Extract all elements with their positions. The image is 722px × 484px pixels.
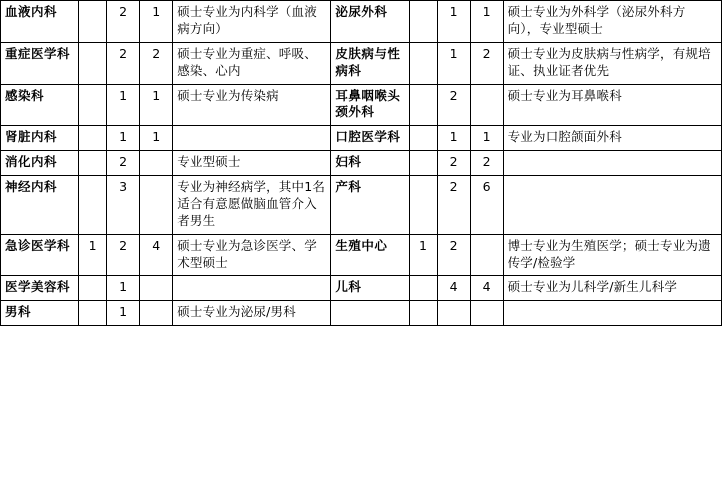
- right-requirement: [503, 176, 721, 235]
- right-count-2: 1: [437, 1, 470, 43]
- left-department: 医学美容科: [1, 276, 79, 301]
- left-count-1: [79, 151, 107, 176]
- left-department: 肾脏内科: [1, 126, 79, 151]
- left-count-1: [79, 1, 107, 43]
- table-row: [1, 234, 722, 276]
- right-count-3: 2: [470, 42, 503, 84]
- left-count-2: 1: [107, 276, 140, 301]
- left-count-3: [140, 301, 173, 326]
- left-requirement: 硕士专业为传染病: [173, 84, 331, 126]
- right-count-3: 1: [470, 126, 503, 151]
- left-count-2: 2: [107, 1, 140, 43]
- table-row: [1, 84, 722, 126]
- right-requirement: 博士专业为生殖医学；硕士专业为遗传学/检验学: [503, 234, 721, 276]
- left-requirement: 硕士专业为内科学（血液病方向）: [173, 1, 331, 43]
- left-count-1: [79, 276, 107, 301]
- left-department: 男科: [1, 301, 79, 326]
- right-count-3: 1: [470, 1, 503, 43]
- left-requirement: 专业为神经病学，其中1名适合有意愿做脑血管介入者男生: [173, 176, 331, 235]
- table-body: [1, 1, 722, 326]
- right-requirement: [503, 301, 721, 326]
- right-requirement: 硕士专业为耳鼻喉科: [503, 84, 721, 126]
- right-department: 产科: [331, 176, 409, 235]
- left-count-1: [79, 126, 107, 151]
- table-row: [1, 126, 722, 151]
- table-row: [1, 1, 722, 43]
- left-department: 神经内科: [1, 176, 79, 235]
- left-count-3: [140, 176, 173, 235]
- left-count-1: [79, 176, 107, 235]
- right-department: 口腔医学科: [331, 126, 409, 151]
- left-count-2: 1: [107, 126, 140, 151]
- table-row: [1, 301, 722, 326]
- right-count-2: 2: [437, 84, 470, 126]
- right-count-1: [409, 301, 437, 326]
- right-department: 生殖中心: [331, 234, 409, 276]
- right-requirement: 硕士专业为儿科学/新生儿科学: [503, 276, 721, 301]
- right-count-1: 1: [409, 234, 437, 276]
- right-count-1: [409, 151, 437, 176]
- right-department: 皮肤病与性病科: [331, 42, 409, 84]
- right-requirement: 专业为口腔颌面外科: [503, 126, 721, 151]
- left-count-1: [79, 42, 107, 84]
- right-department: 泌尿外科: [331, 1, 409, 43]
- right-department: 儿科: [331, 276, 409, 301]
- left-requirement: 硕士专业为急诊医学、学术型硕士: [173, 234, 331, 276]
- left-requirement: 硕士专业为泌尿/男科: [173, 301, 331, 326]
- left-department: 急诊医学科: [1, 234, 79, 276]
- left-requirement: 专业型硕士: [173, 151, 331, 176]
- right-count-3: 4: [470, 276, 503, 301]
- table-row: [1, 151, 722, 176]
- left-count-1: 1: [79, 234, 107, 276]
- right-count-1: [409, 42, 437, 84]
- right-count-1: [409, 1, 437, 43]
- right-count-1: [409, 84, 437, 126]
- left-count-3: [140, 151, 173, 176]
- right-count-3: 2: [470, 151, 503, 176]
- left-count-2: 3: [107, 176, 140, 235]
- right-count-2: 1: [437, 126, 470, 151]
- table-row: [1, 176, 722, 235]
- left-count-2: 1: [107, 301, 140, 326]
- right-count-1: [409, 276, 437, 301]
- right-requirement: 硕士专业为皮肤病与性病学，有规培证、执业证者优先: [503, 42, 721, 84]
- left-count-3: 1: [140, 84, 173, 126]
- left-count-1: [79, 301, 107, 326]
- left-requirement: 硕士专业为重症、呼吸、感染、心内: [173, 42, 331, 84]
- left-department: 重症医学科: [1, 42, 79, 84]
- left-count-3: 4: [140, 234, 173, 276]
- left-count-2: 2: [107, 42, 140, 84]
- right-requirement: 硕士专业为外科学（泌尿外科方向），专业型硕士: [503, 1, 721, 43]
- right-count-3: [470, 301, 503, 326]
- left-count-3: [140, 276, 173, 301]
- left-count-2: 2: [107, 151, 140, 176]
- right-department: 妇科: [331, 151, 409, 176]
- right-department: 耳鼻咽喉头颈外科: [331, 84, 409, 126]
- left-count-3: 1: [140, 1, 173, 43]
- right-count-1: [409, 126, 437, 151]
- right-count-3: [470, 84, 503, 126]
- left-count-1: [79, 84, 107, 126]
- left-department: 消化内科: [1, 151, 79, 176]
- left-department: 感染科: [1, 84, 79, 126]
- right-count-3: 6: [470, 176, 503, 235]
- left-department: 血液内科: [1, 1, 79, 43]
- right-requirement: [503, 151, 721, 176]
- left-count-2: 2: [107, 234, 140, 276]
- right-count-2: 2: [437, 234, 470, 276]
- left-requirement: [173, 276, 331, 301]
- table-row: [1, 276, 722, 301]
- right-count-2: 2: [437, 151, 470, 176]
- right-count-2: 1: [437, 42, 470, 84]
- right-department: [331, 301, 409, 326]
- left-requirement: [173, 126, 331, 151]
- table-row: [1, 42, 722, 84]
- right-count-2: 4: [437, 276, 470, 301]
- left-count-3: 1: [140, 126, 173, 151]
- right-count-1: [409, 176, 437, 235]
- left-count-2: 1: [107, 84, 140, 126]
- right-count-2: [437, 301, 470, 326]
- left-count-3: 2: [140, 42, 173, 84]
- right-count-3: [470, 234, 503, 276]
- right-count-2: 2: [437, 176, 470, 235]
